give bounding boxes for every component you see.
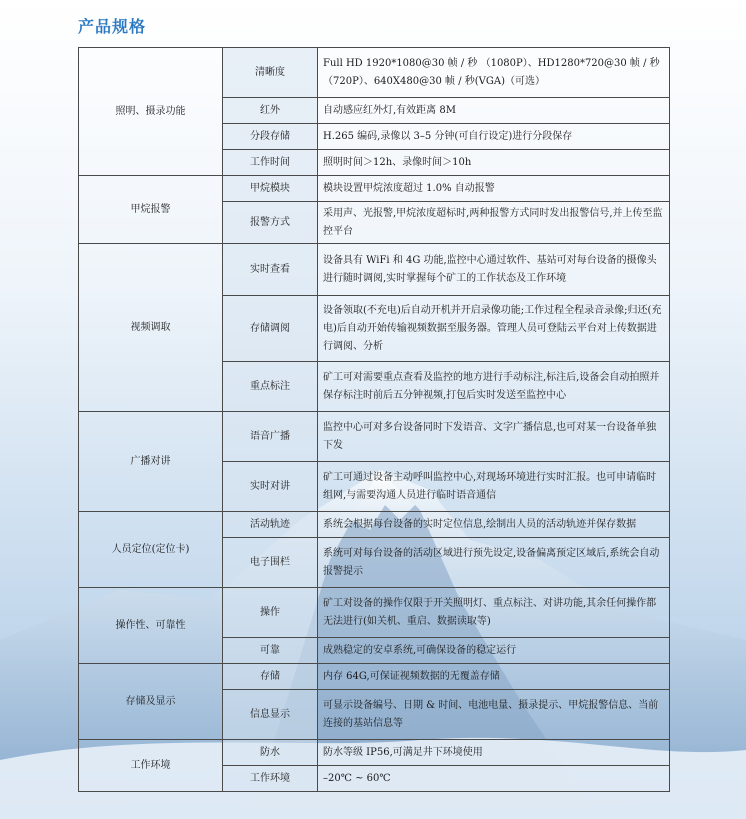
category-cell: 工作环境 — [79, 740, 223, 792]
table-row — [79, 48, 670, 98]
item-cell: 甲烷模块 — [223, 176, 318, 202]
item-cell: 存储 — [223, 664, 318, 690]
desc-cell: 内存 64G,可保证视频数据的无覆盖存储 — [318, 664, 670, 690]
category-cell: 视频调取 — [79, 244, 223, 412]
desc-cell: 模块设置甲烷浓度超过 1.0% 自动报警 — [318, 176, 670, 202]
desc-cell: H.265 编码,录像以 3–5 分钟(可自行设定)进行分段保存 — [318, 124, 670, 150]
desc-cell: Full HD 1920*1080@30 帧 / 秒 （1080P）、HD1280*720@30 帧 / 秒（720P）、640X480@30 帧 / 秒(VGA)（可选） — [318, 48, 670, 98]
item-cell: 重点标注 — [223, 362, 318, 412]
item-cell: 防水 — [223, 740, 318, 766]
desc-cell: 矿工可对需要重点查看及监控的地方进行手动标注,标注后,设备会自动拍照并保存标注时前后五分钟视频,打包后实时发送至监控中心 — [318, 362, 670, 412]
page-title: 产品规格 — [78, 17, 147, 36]
desc-cell: 监控中心可对多台设备同时下发语音、文字广播信息,也可对某一台设备单独下发 — [318, 412, 670, 462]
desc-cell: 成熟稳定的安卓系统,可确保设备的稳定运行 — [318, 638, 670, 664]
table-row — [79, 664, 670, 690]
desc-cell: 防水等级 IP56,可满足井下环境使用 — [318, 740, 670, 766]
table-row — [79, 740, 670, 766]
table-row — [79, 412, 670, 462]
item-cell: 工作时间 — [223, 150, 318, 176]
table-row — [79, 512, 670, 538]
item-cell: 实时查看 — [223, 244, 318, 296]
table-row — [79, 244, 670, 296]
item-cell: 红外 — [223, 98, 318, 124]
spec-table — [78, 47, 670, 792]
item-cell: 操作 — [223, 588, 318, 638]
desc-cell: 系统会根据每台设备的实时定位信息,绘制出人员的活动轨迹并保存数据 — [318, 512, 670, 538]
desc-cell: 可显示设备编号、日期 & 时间、电池电量、摄录提示、甲烷报警信息、当前连接的基站信息等 — [318, 690, 670, 740]
category-cell: 广播对讲 — [79, 412, 223, 512]
item-cell: 信息显示 — [223, 690, 318, 740]
table-row — [79, 588, 670, 638]
item-cell: 活动轨迹 — [223, 512, 318, 538]
item-cell: 实时对讲 — [223, 462, 318, 512]
item-cell: 分段存储 — [223, 124, 318, 150]
category-cell: 甲烷报警 — [79, 176, 223, 244]
desc-cell: 矿工可通过设备主动呼叫监控中心,对现场环境进行实时汇报。也可申请临时组网,与需要沟通人员进行临时语音通信 — [318, 462, 670, 512]
item-cell: 工作环境 — [223, 766, 318, 792]
item-cell: 报警方式 — [223, 202, 318, 244]
desc-cell: 采用声、光报警,甲烷浓度超标时,两种报警方式同时发出报警信号,并上传至监控平台 — [318, 202, 670, 244]
desc-cell: 照明时间＞12h、录像时间＞10h — [318, 150, 670, 176]
desc-cell: 设备具有 WiFi 和 4G 功能,监控中心通过软件、基站可对每台设备的摄像头进行随时调阅,实时掌握每个矿工的工作状态及工作环境 — [318, 244, 670, 296]
desc-cell: 矿工对设备的操作仅限于开关照明灯、重点标注、对讲功能,其余任何操作都无法进行(如关机、重启、数据读取等) — [318, 588, 670, 638]
item-cell: 可靠 — [223, 638, 318, 664]
table-row — [79, 176, 670, 202]
item-cell: 电子围栏 — [223, 538, 318, 588]
desc-cell: 自动感应红外灯,有效距离 8M — [318, 98, 670, 124]
category-cell: 人员定位(定位卡) — [79, 512, 223, 588]
desc-cell: –20℃ ~ 60℃ — [318, 766, 670, 792]
item-cell: 存储调阅 — [223, 296, 318, 362]
category-cell: 照明、摄录功能 — [79, 48, 223, 176]
item-cell: 清晰度 — [223, 48, 318, 98]
category-cell: 操作性、可靠性 — [79, 588, 223, 664]
desc-cell: 设备领取(不充电)后自动开机并开启录像功能;工作过程全程录音录像;归还(充电)后自动开始传输视频数据至服务器。管理人员可登陆云平台对上传数据进行调阅、分析 — [318, 296, 670, 362]
category-cell: 存储及显示 — [79, 664, 223, 740]
item-cell: 语音广播 — [223, 412, 318, 462]
desc-cell: 系统可对每台设备的活动区域进行预先设定,设备偏离预定区域后,系统会自动报警提示 — [318, 538, 670, 588]
